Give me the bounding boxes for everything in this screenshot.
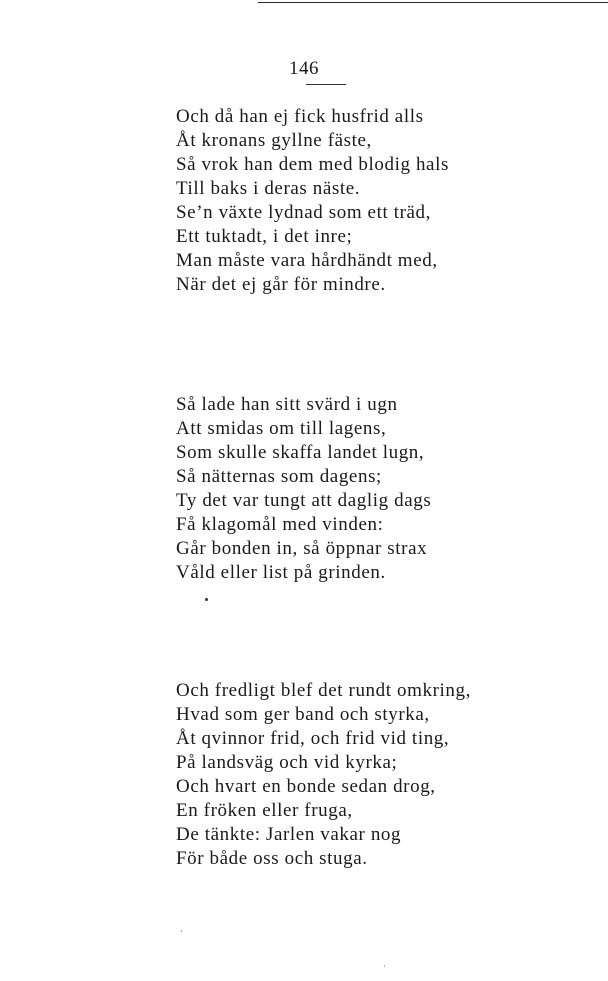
stanza-2 — [176, 393, 431, 585]
verse-line: Ty det var tungt att daglig dags — [176, 490, 432, 511]
verse-line: Och då han ej fick husfrid alls — [176, 106, 424, 127]
ink-speck — [384, 965, 385, 967]
verse-line: Och fredligt blef det rundt omkring, — [176, 680, 471, 701]
ink-speck — [205, 598, 208, 601]
verse-line: För både oss och stuga. — [176, 848, 368, 869]
verse-line: Till baks i deras näste. — [176, 178, 361, 199]
verse-line: Så nätternas som dagens; — [176, 466, 382, 487]
verse-line: Åt qvinnor frid, och frid vid ting, — [176, 728, 450, 749]
verse-line: Som skulle skaffa landet lugn, — [176, 442, 425, 463]
page-number: 146 — [289, 58, 319, 79]
verse-line: Se’n växte lydnad som ett träd, — [176, 202, 431, 223]
verse-line: De tänkte: Jarlen vakar nog — [176, 824, 402, 845]
top-rule — [258, 2, 608, 3]
verse-line: Få klagomål med vinden: — [176, 514, 384, 535]
verse-line: Ett tuktadt, i det inre; — [176, 226, 353, 247]
stanza-1 — [176, 105, 449, 297]
verse-line: Man måste vara hårdhändt med, — [176, 250, 438, 271]
verse-line: Så lade han sitt svärd i ugn — [176, 394, 398, 415]
verse-line: Hvad som ger band och styrka, — [176, 704, 430, 725]
verse-line: En fröken eller fruga, — [176, 800, 353, 821]
verse-line: Våld eller list på grinden. — [176, 562, 386, 583]
verse-line: Åt kronans gyllne fäste, — [176, 130, 372, 151]
stanza-3 — [176, 679, 471, 871]
verse-line: När det ej går för mindre. — [176, 274, 386, 295]
verse-line: Så vrok han dem med blodig hals — [176, 154, 449, 175]
verse-line: Att smidas om till lagens, — [176, 418, 387, 439]
verse-line: Går bonden in, så öppnar strax — [176, 538, 428, 559]
ink-speck — [181, 930, 182, 932]
verse-line: Och hvart en bonde sedan drog, — [176, 776, 436, 797]
verse-line: På landsväg och vid kyrka; — [176, 752, 398, 773]
page-number-underline — [306, 84, 346, 85]
